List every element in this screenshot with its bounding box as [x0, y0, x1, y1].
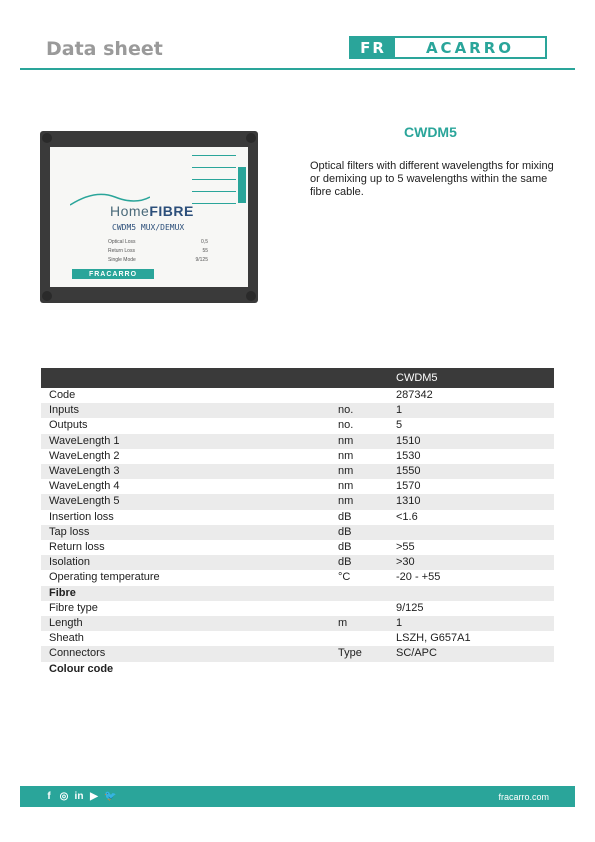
table-row [41, 540, 554, 555]
row-label: Insertion loss [49, 510, 114, 523]
product-image [40, 131, 258, 303]
row-value: >30 [396, 555, 554, 570]
row-label: WaveLength 3 [41, 464, 338, 479]
youtube-icon[interactable]: ▶ [90, 791, 98, 802]
screw-icon [42, 291, 52, 301]
screw-icon [42, 133, 52, 143]
table-row [41, 525, 554, 540]
table-header-cell: CWDM5 [396, 368, 554, 388]
table-row [41, 464, 554, 479]
row-value: 1570 [396, 480, 421, 493]
table-row [41, 494, 554, 509]
row-label: WaveLength 5 [41, 494, 338, 509]
screw-icon [246, 133, 256, 143]
table-row [41, 570, 554, 585]
row-label: Return loss [49, 541, 105, 554]
row-value: SC/APC [396, 646, 554, 661]
product-spec: Optical Loss 0,5 [108, 239, 208, 245]
row-value: 287342 [396, 389, 433, 401]
row-label: Connectors [41, 646, 338, 661]
row-unit: no. [338, 403, 396, 418]
row-unit [338, 601, 396, 616]
screw-icon [246, 291, 256, 301]
table-row [41, 434, 554, 449]
table-row [41, 555, 554, 570]
row-unit [338, 586, 396, 601]
row-label: Sheath [49, 632, 84, 645]
row-label: Code [49, 389, 76, 401]
row-unit: dB [338, 555, 396, 570]
table-header-cell [41, 368, 338, 388]
row-unit: nm [338, 449, 354, 462]
table-row [41, 449, 554, 464]
row-label: Isolation [41, 555, 338, 570]
row-value: 1 [396, 403, 554, 418]
row-unit: Type [338, 646, 396, 661]
product-label-panel [50, 147, 248, 287]
product-description: Optical filters with different wavelengths for mixing or demixing up to 5 wavelengths within the same fibre cable. [310, 160, 554, 198]
row-label: Fibre [41, 586, 338, 601]
row-unit: dB [338, 525, 396, 540]
row-value: LSZH, G657A1 [396, 632, 471, 645]
row-value [396, 525, 554, 540]
table-row [41, 616, 554, 631]
row-value: 1 [396, 616, 554, 631]
website-link[interactable]: fracarro.com [498, 791, 549, 802]
table-row [41, 631, 554, 646]
table-row [41, 418, 554, 433]
row-unit [338, 388, 396, 403]
table-row [41, 601, 554, 616]
row-unit: dB [338, 510, 352, 523]
table-row [41, 646, 554, 661]
product-name: CWDM5 [404, 124, 457, 140]
page-title: Data sheet [46, 38, 163, 60]
logo-fr: FR [351, 38, 395, 57]
row-value: 1510 [396, 434, 554, 449]
row-label: Length [41, 616, 338, 631]
fracarro-logo [349, 36, 547, 59]
header-divider [20, 68, 575, 70]
row-value: >55 [396, 541, 415, 554]
row-value: -20 - +55 [396, 571, 441, 584]
table-header-cell [338, 368, 396, 388]
row-label: Outputs [49, 419, 88, 432]
row-label: Inputs [41, 403, 338, 418]
row-unit: nm [338, 480, 354, 493]
row-unit [338, 662, 396, 677]
row-label: Tap loss [41, 525, 338, 540]
row-value [396, 662, 554, 677]
twitter-icon[interactable]: 🐦 [104, 791, 117, 802]
row-label: Fibre type [49, 601, 98, 614]
facebook-icon[interactable]: f [47, 791, 51, 802]
row-label: WaveLength 4 [49, 480, 120, 493]
table-row [41, 510, 554, 525]
row-value: 5 [396, 419, 403, 432]
row-unit: m [338, 616, 396, 631]
table-header-row [41, 368, 554, 388]
logo-rest: ACARRO [425, 38, 515, 57]
row-unit: no. [338, 419, 354, 432]
instagram-icon[interactable]: ◎ [59, 791, 69, 802]
linkedin-icon[interactable]: in [74, 791, 84, 802]
product-spec: Single Mode 9/125 [108, 257, 208, 263]
row-value: 1530 [396, 449, 421, 462]
product-model-label: CWDM5 MUX/DEMUX [112, 223, 185, 232]
row-label: Colour code [49, 662, 114, 675]
row-value [396, 586, 554, 601]
product-logo: FRACARRO [72, 269, 154, 279]
product-brand: HomeFIBRE [110, 203, 194, 219]
green-tab [238, 167, 246, 203]
row-value: 1550 [396, 464, 554, 479]
fibre-lines [192, 155, 236, 215]
table-row [41, 388, 554, 403]
row-unit [338, 631, 396, 646]
row-value: 9/125 [396, 601, 424, 614]
product-spec: Return Loss 55 [108, 248, 208, 254]
row-unit: nm [338, 464, 396, 479]
row-unit: nm [338, 494, 396, 509]
table-row [41, 403, 554, 418]
row-value: <1.6 [396, 510, 418, 523]
row-value: 1310 [396, 494, 554, 509]
row-unit: nm [338, 434, 396, 449]
social-icons [20, 791, 116, 802]
row-unit: dB [338, 541, 352, 554]
table-section-row [41, 586, 554, 601]
row-label: WaveLength 1 [41, 434, 338, 449]
table-row [41, 479, 554, 494]
row-label: Operating temperature [49, 571, 160, 584]
table-section-row [41, 662, 554, 677]
row-unit: °C [338, 571, 351, 584]
row-label: WaveLength 2 [49, 449, 120, 462]
spec-table [41, 368, 554, 677]
footer-bar [20, 786, 575, 807]
